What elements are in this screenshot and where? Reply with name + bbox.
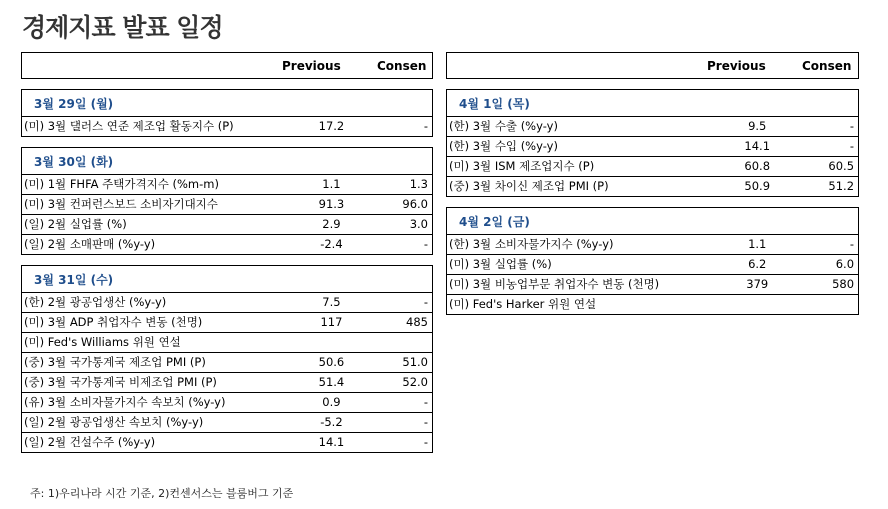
indicator-row — [22, 393, 432, 413]
consensus-value: 52.0 — [402, 375, 428, 389]
consensus-value: - — [423, 395, 428, 409]
previous-value: -2.4 — [320, 237, 343, 251]
date-label: 3월 29일 (월) — [34, 97, 114, 111]
previous-value: 17.2 — [318, 119, 345, 133]
previous-value: 50.9 — [744, 179, 771, 193]
indicator-name: (한) 2월 광공업생산 (%y-y) — [24, 295, 167, 309]
consensus-value: 51.0 — [402, 355, 428, 369]
indicator-name: (유) 3월 소비자물가지수 속보치 (%y-y) — [24, 395, 226, 409]
indicator-name: (미) 3월 실업률 (%) — [449, 257, 552, 271]
left-column-header — [21, 52, 433, 79]
previous-value: 1.1 — [322, 177, 341, 191]
indicator-row — [22, 117, 432, 136]
date-label: 4월 2일 (금) — [459, 215, 530, 229]
consensus-header: Consen — [802, 59, 852, 73]
indicator-name: (미) 3월 ISM 제조업지수 (P) — [449, 159, 595, 173]
previous-value: 6.2 — [748, 257, 767, 271]
indicator-name: (한) 3월 수입 (%y-y) — [449, 139, 558, 153]
consensus-value: - — [849, 119, 855, 133]
date-header — [22, 266, 432, 293]
date-section — [21, 147, 433, 255]
consensus-value: 485 — [406, 315, 428, 329]
indicator-name: (일) 2월 광공업생산 속보치 (%y-y) — [24, 415, 204, 429]
consensus-value: - — [423, 237, 428, 251]
indicator-row — [22, 215, 432, 235]
date-header — [22, 90, 432, 117]
date-label: 4월 1일 (목) — [459, 97, 530, 111]
date-section — [446, 89, 859, 197]
indicator-name: (미) 1월 FHFA 주택가격지수 (%m-m) — [24, 177, 219, 191]
indicator-name: (일) 2월 소매판매 (%y-y) — [24, 237, 156, 251]
indicator-name: (한) 3월 소비자물가지수 (%y-y) — [449, 237, 614, 251]
indicator-name: (일) 2월 실업률 (%) — [24, 217, 127, 231]
consensus-value: - — [423, 119, 428, 133]
date-section — [21, 265, 433, 453]
indicator-name: (중) 3월 차이신 제조업 PMI (P) — [449, 179, 609, 193]
consensus-header: Consen — [377, 59, 427, 73]
indicator-name: (미) Fed's Williams 위원 연설 — [24, 335, 181, 349]
consensus-value: 3.0 — [409, 217, 428, 231]
indicator-row — [447, 157, 858, 177]
indicator-row — [447, 117, 858, 137]
previous-value: 50.6 — [318, 355, 345, 369]
footnote: 주: 1)우리나라 시간 기준, 2)컨센서스는 블룸버그 기준 — [30, 487, 294, 500]
consensus-value: 60.5 — [828, 159, 855, 173]
previous-value: 0.9 — [322, 395, 341, 409]
indicator-row — [447, 295, 858, 314]
previous-value: 60.8 — [744, 159, 771, 173]
indicator-row — [22, 195, 432, 215]
previous-value: 7.5 — [322, 295, 341, 309]
indicator-name: (미) 3월 ADP 취업자수 변동 (천명) — [24, 315, 203, 329]
indicator-row — [22, 293, 432, 313]
indicator-row — [22, 373, 432, 393]
date-header — [447, 90, 858, 117]
indicator-row — [22, 313, 432, 333]
previous-value: 14.1 — [744, 139, 771, 153]
previous-value: 117 — [320, 315, 343, 329]
indicator-name: (한) 3월 수출 (%y-y) — [449, 119, 558, 133]
indicator-row — [22, 433, 432, 452]
previous-header: Previous — [282, 59, 341, 73]
indicator-name: (미) 3월 컨퍼런스보드 소비자기대지수 — [24, 197, 218, 211]
indicator-row — [447, 177, 858, 196]
indicator-name: (미) Fed's Harker 위원 연설 — [449, 297, 597, 311]
right-column-header — [446, 52, 859, 79]
indicator-row — [22, 175, 432, 195]
previous-header: Previous — [707, 59, 766, 73]
consensus-value: - — [423, 295, 428, 309]
indicator-row — [22, 235, 432, 254]
date-section — [446, 207, 859, 315]
consensus-value: 6.0 — [835, 257, 855, 271]
indicator-name: (중) 3월 국가통계국 비제조업 PMI (P) — [24, 375, 217, 389]
page-title: 경제지표 발표 일정 — [22, 13, 223, 42]
previous-value: 379 — [746, 277, 769, 291]
consensus-value: - — [423, 435, 428, 449]
previous-value: 51.4 — [318, 375, 345, 389]
date-header — [447, 208, 858, 235]
indicator-name: (미) 3월 비농업부문 취업자수 변동 (천명) — [449, 277, 660, 291]
indicator-name: (미) 3월 댈러스 연준 제조업 활동지수 (P) — [24, 119, 234, 133]
indicator-row — [22, 353, 432, 373]
consensus-value: - — [423, 415, 428, 429]
previous-value: -5.2 — [320, 415, 343, 429]
previous-value: 91.3 — [318, 197, 345, 211]
indicator-row — [22, 413, 432, 433]
previous-value: 9.5 — [748, 119, 767, 133]
date-label: 3월 30일 (화) — [34, 155, 114, 169]
consensus-value: - — [849, 139, 855, 153]
consensus-value: 51.2 — [828, 179, 855, 193]
date-label: 3월 31일 (수) — [34, 273, 114, 287]
left-schedule-column — [21, 52, 433, 453]
date-header — [22, 148, 432, 175]
indicator-name: (중) 3월 국가통계국 제조업 PMI (P) — [24, 355, 206, 369]
right-schedule-column — [446, 52, 859, 315]
indicator-row — [447, 255, 858, 275]
previous-value: 14.1 — [318, 435, 345, 449]
previous-value: 2.9 — [322, 217, 341, 231]
indicator-row — [447, 235, 858, 255]
indicator-row — [447, 275, 858, 295]
consensus-value: 96.0 — [402, 197, 428, 211]
indicator-name: (일) 2월 건설수주 (%y-y) — [24, 435, 156, 449]
consensus-value: - — [849, 237, 855, 251]
indicator-row — [447, 137, 858, 157]
previous-value: 1.1 — [748, 237, 767, 251]
date-section — [21, 89, 433, 137]
indicator-row — [22, 333, 432, 353]
consensus-value: 580 — [832, 277, 855, 291]
consensus-value: 1.3 — [409, 177, 428, 191]
